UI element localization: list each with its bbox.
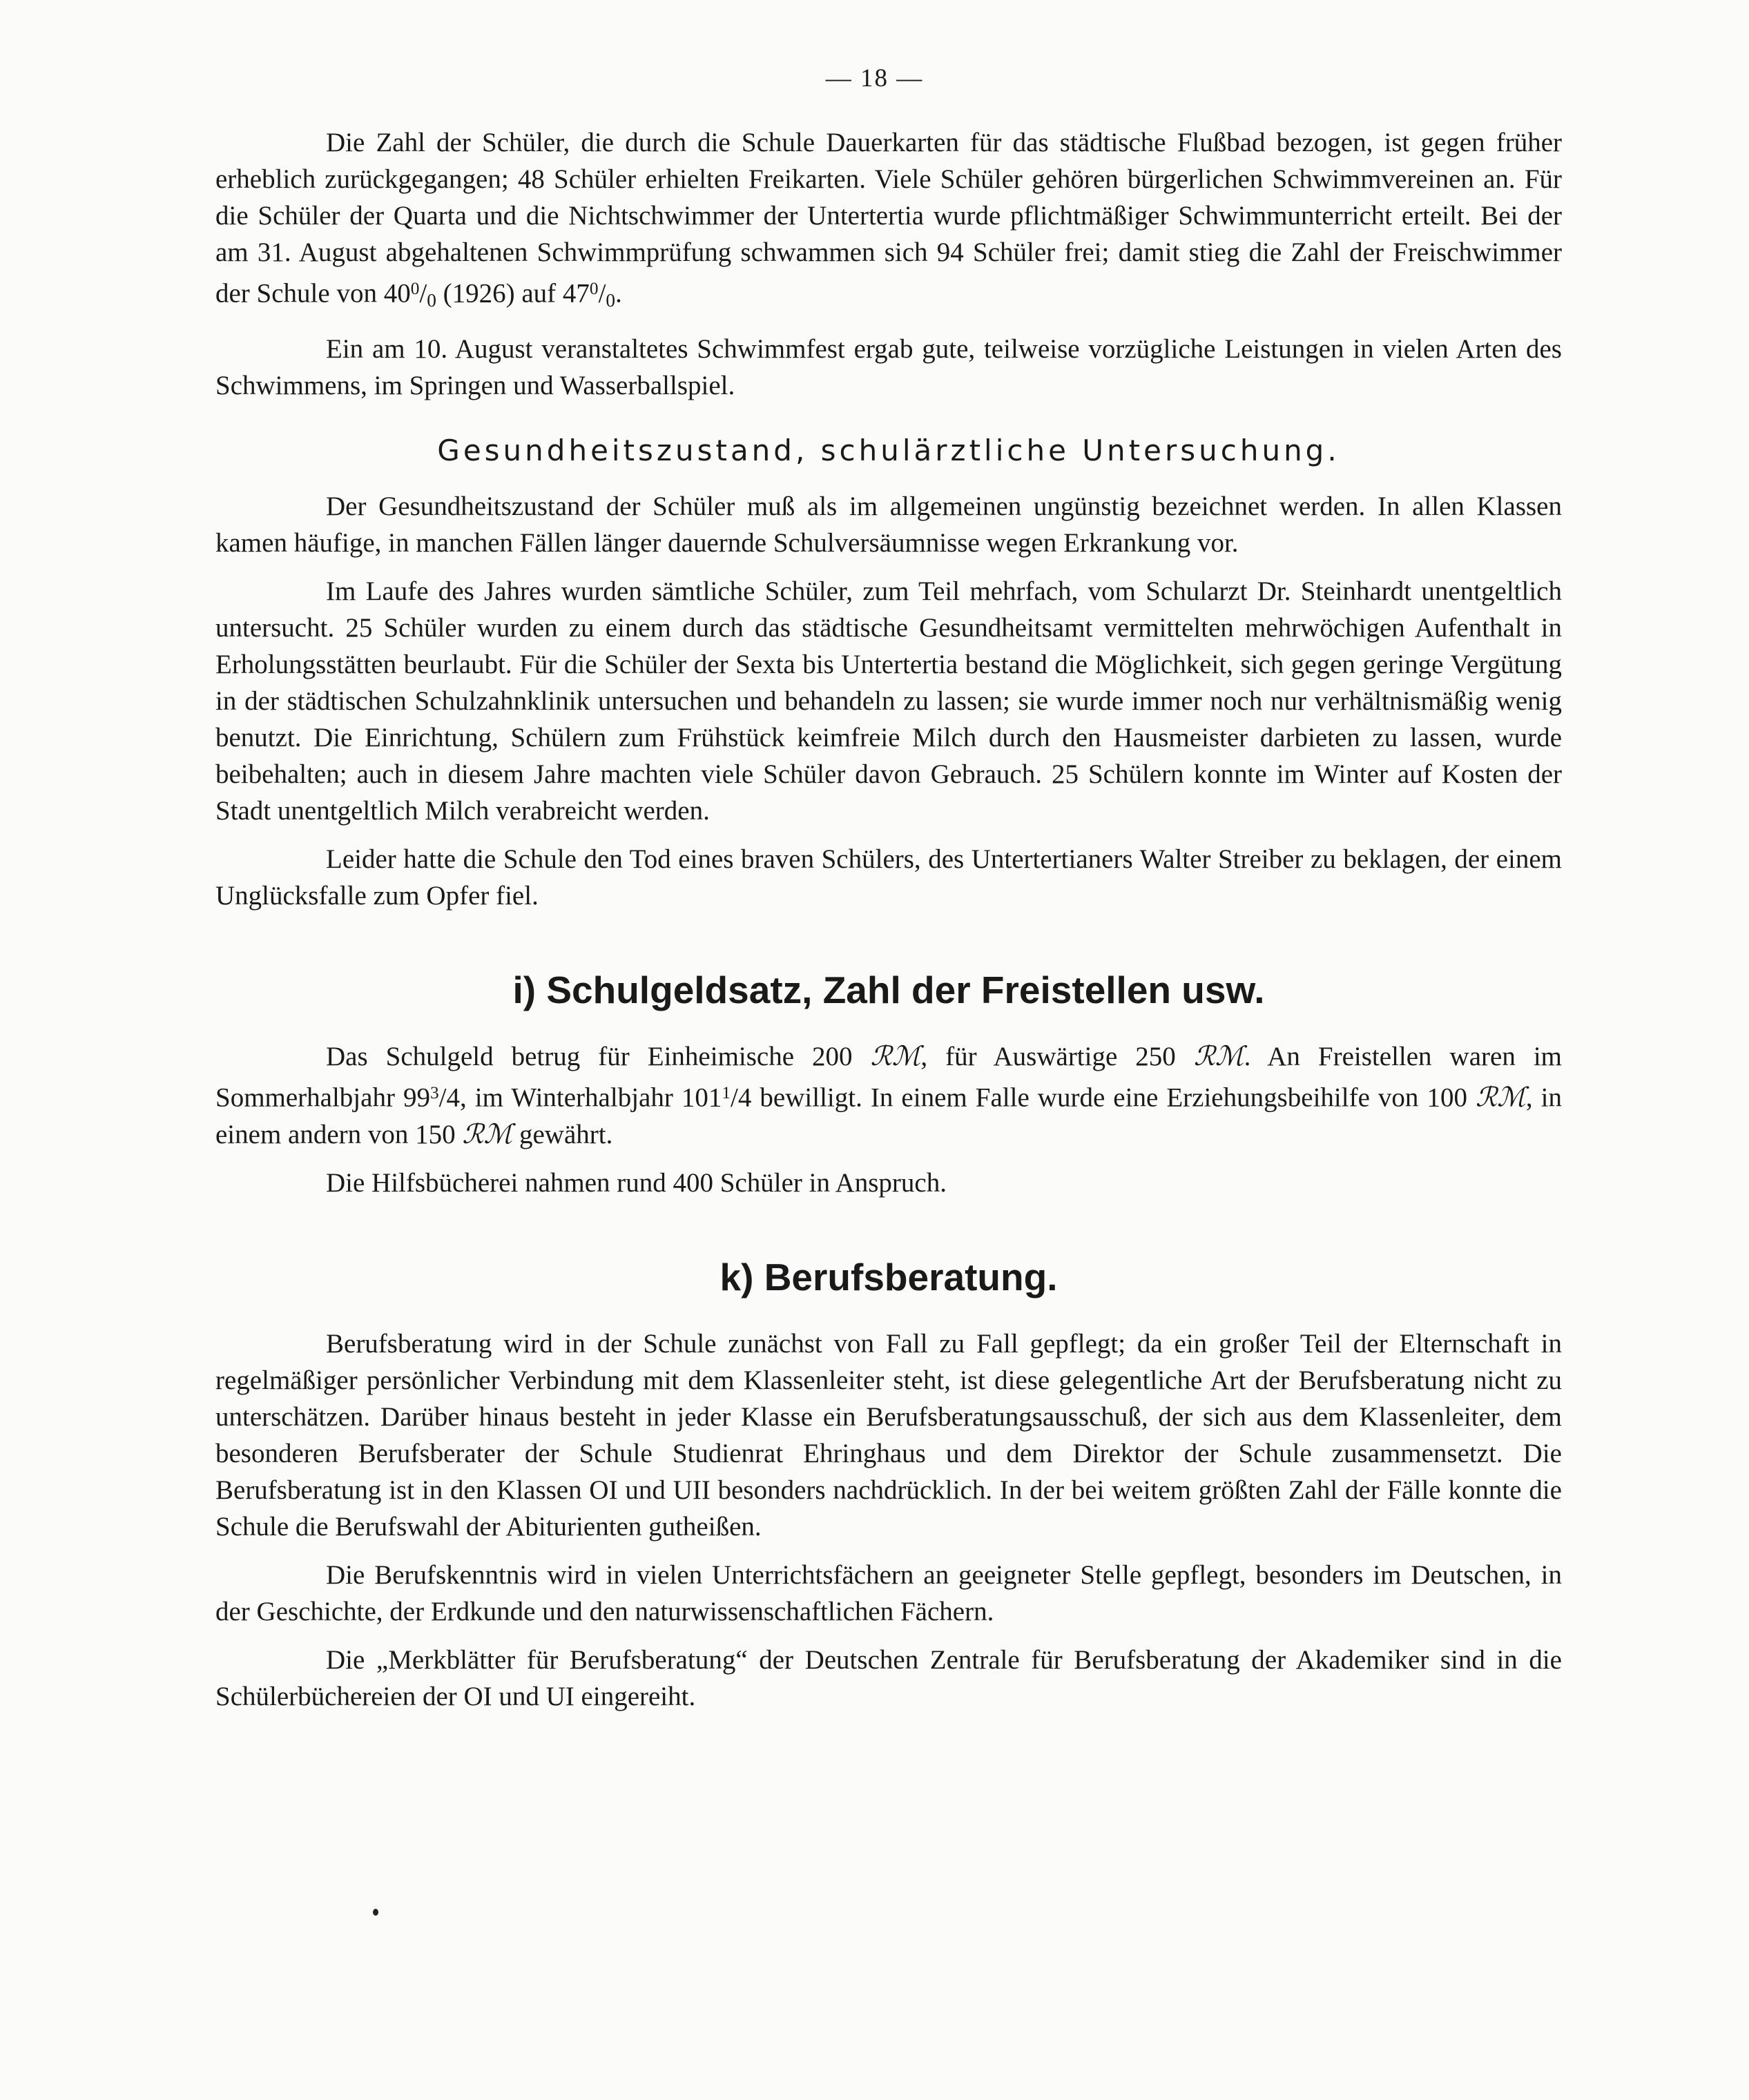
reichsmark-symbol: ℛℳ bbox=[870, 1042, 921, 1072]
paragraph-swim-festival: Ein am 10. August veranstaltetes Schwimmfest ergab gute, teilweise vorzügliche Leistungen in vielen Arten des Schwimmens, im Springen und Wasserballspiel. bbox=[215, 334, 1562, 401]
paragraph-student-death: Leider hatte die Schule den Tod eines braven Schülers, des Untertertianers Walter Streiber zu beklagen, der einem Unglücksfalle zum Opfer fiel. bbox=[215, 844, 1562, 911]
page-content bbox=[215, 124, 1562, 1727]
paragraph-auxiliary-library: Die Hilfsbücherei nahmen rund 400 Schüler in Anspruch. bbox=[326, 1167, 947, 1198]
percent-sign: 0 bbox=[589, 279, 599, 298]
section-heading-school-fees: i) Schulgeldsatz, Zahl der Freistellen usw. bbox=[512, 969, 1265, 1012]
percent-sign: 0 bbox=[410, 279, 420, 298]
paragraph-career-counseling: Berufsberatung wird in der Schule zunächst von Fall zu Fall gepflegt; da ein großer Teil der Elternschaft in regelmäßiger persönlicher Verbindung mit dem Klassenleiter steht, ist diese gelegentliche Art der Berufsberatung nicht zu unterschätzen. Darüber hinaus besteht in jeder Klasse ein Berufsberatungsausschuß, der sich aus dem Klassenleiter, dem besonderen Berufsberater der Schule Studienrat Ehringhaus und dem Direktor der Schule zusammensetzt. Die Berufsberatung ist in den Klassen OI und UII besonders nachdrücklich. In der bei weitem größten Zahl der Fälle konnte die Schule die Berufswahl der Abiturienten gutheißen. bbox=[215, 1328, 1562, 1542]
paragraph-health-status: Der Gesundheitszustand der Schüler muß als im allgemeinen ungünstig bezeichnet werden. In allen Klassen kamen häufige, in manchen Fällen länger dauernde Schulversäumnisse wegen Erkrankung vor. bbox=[215, 492, 1562, 558]
ink-spot bbox=[373, 1909, 378, 1916]
paragraph-swimming-passes: Die Zahl der Schüler, die durch die Schule Dauerkarten für das städtische Flußbad bezogen, ist gegen früher erheblich zurückgegangen; 48 Schüler erhielten Freikarten. Viele Schüler gehören bürgerlichen Schwimmvereinen an. Für die Schüler der Quarta und die Nichtschwimmer der Untertertia wurde pflichtmäßiger Schwimmunterricht erteilt. Bei der am 31. August abgehaltenen Schwimmprüfung schwammen sich 94 Schüler frei; damit stieg die Zahl der Freischwimmer der Schule von $40^0/_0$ (1926) auf $47^0/_0$. bbox=[215, 128, 1562, 311]
paragraph-school-fees: Das Schulgeld betrug für Einheimische 200 ℛℳ, für Auswärtige 250 ℛℳ. An Freistellen waren im Sommerhalbjahr $99^3/4$, im Winterhalbjahr $101^1/4$ bewilligt. In einem Falle wurde eine Erziehungsbeihilfe von 100 ℛℳ, in einem andern von 150 ℛℳ gewährt. bbox=[215, 1042, 1563, 1149]
paragraph-career-knowledge: Die Berufskenntnis wird in vielen Unterrichtsfächern an geeigneter Stelle gepflegt, besonders im Deutschen, in der Geschichte, der Erdkunde und den naturwissenschaftlichen Fächern. bbox=[215, 1559, 1562, 1626]
reichsmark-symbol: ℛℳ bbox=[1193, 1042, 1244, 1072]
section-heading-career-counseling: k) Berufsberatung. bbox=[719, 1255, 1058, 1299]
page-number: — 18 — bbox=[825, 64, 924, 93]
reichsmark-symbol: ℛℳ bbox=[462, 1119, 513, 1149]
paragraph-medical-examination: Im Laufe des Jahres wurden sämtliche Schüler, zum Teil mehrfach, vom Schularzt Dr. Steinhardt unentgeltlich untersucht. 25 Schüler wurden zu einem durch das städtische Gesundheitsamt vermittelten mehrwöchigen Aufenthalt in Erholungsstätten beurlaubt. Für die Schüler der Sexta bis Untertertia bestand die Möglichkeit, sich gegen geringe Vergütung in der städtischen Schulzahnklinik untersuchen und behandeln zu lassen; sie wurde immer noch nur verhältnismäßig wenig benutzt. Die Einrichtung, Schülern zum Frühstück keimfreie Milch durch den Hausmeister darbieten zu lassen, wurde beibehalten; auch in diesem Jahre machten viele Schüler davon Gebrauch. 25 Schülern konnte im Winter auf Kosten der Stadt unentgeltlich Milch verabreicht werden. bbox=[215, 576, 1562, 826]
paragraph-leaflets: Die „Merkblätter für Berufsberatung“ der Deutschen Zentrale für Berufsberatung der Akademiker sind in die Schülerbüchereien der OI und UI eingereiht. bbox=[215, 1644, 1562, 1711]
section-heading-health: Gesundheitszustand, schulärztliche Untersuchung. bbox=[437, 434, 1340, 468]
reichsmark-symbol: ℛℳ bbox=[1476, 1082, 1526, 1113]
